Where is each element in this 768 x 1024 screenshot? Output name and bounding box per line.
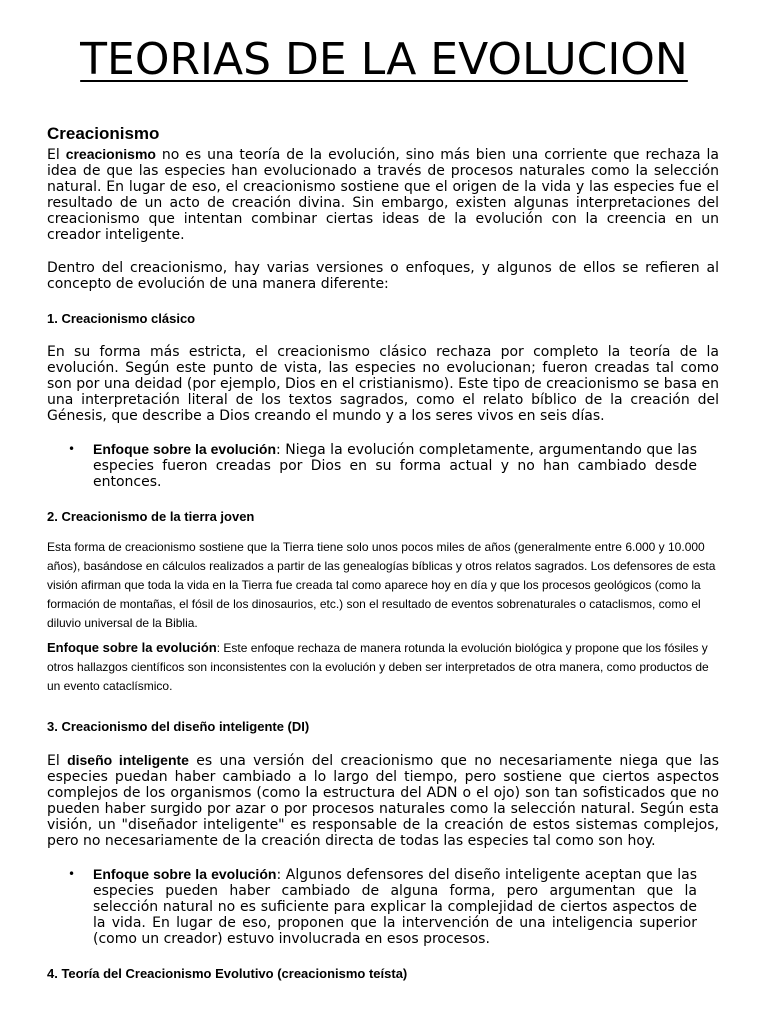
list-item [68,866,719,947]
section-heading-creacionismo: Creacionismo [47,124,160,143]
section-heading-tierra-joven: 2. Creacionismo de la tierra joven [47,509,255,524]
bullet-label: Enfoque sobre la evolución [93,441,276,457]
document-body [47,124,719,982]
di-text-start: El [47,753,68,769]
section-heading-diseno-inteligente: 3. Creacionismo del diseño inteligente (DI) [47,719,310,734]
diseno-inteligente-body [47,752,719,849]
creacionismo-versions: Dentro del creacionismo, hay varias versiones o enfoques, y algunos de ellos se refieren al concepto de evolución de una manera diferente: [47,260,719,292]
diseno-inteligente-bullet-list [47,866,719,947]
di-text-rest: es una versión del creacionismo que no necesariamente niega que las especies puedan haber cambiado a lo largo del tiempo, pero sostiene que ciertos aspectos complejos de los organismos (como la estructura del ADN o el ojo) son tan sofisticados que no pueden haber surgido por azar o por procesos naturales como la selección natural. Según esta visión, un "diseñador inteligente" es responsable de la creación de estos sistemas complejos, pero no necesariamente de la creación directa de todas las especies tal como son hoy. [47,753,720,849]
bullet-text: : Niega la evolución completamente, argumentando que las especies fueron creadas por Dios en su forma actual y no han cambiado desde entonces. [93,442,697,490]
focus-label: Enfoque sobre la evolución [47,640,217,655]
clasico-body: En su forma más estricta, el creacionismo clásico rechaza por completo la teoría de la evolución. Según este punto de vista, las especies no evolucionan; fueron creadas tal como son por una deidad (por ejemplo, Dios en el cristianismo). Este tipo de creacionismo se basa en una interpretación literal de los textos sagrados, como el relato bíblico de la creación del Génesis, que describe a Dios creando el mundo y a los seres vivos en seis días. [47,344,719,424]
intro-text-rest: no es una teoría de la evolución, sino más bien una corriente que rechaza la idea de que las especies han evolucionado a través de procesos naturales como la selección natural. En lugar de eso, el creacionismo sostiene que el origen de la vida y las especies fue el resultado de un acto de creación divina. Sin embargo, existen algunas interpretaciones del creacionismo que intentan combinar ciertas ideas de la evolución con la creencia en un creador inteligente. [47,147,720,243]
list-item [68,441,719,490]
clasico-bullet-list [47,441,719,490]
section-heading-clasico: 1. Creacionismo clásico [47,311,196,326]
focus-text: : Este enfoque rechaza de manera rotunda la evolución biológica y propone que los fósiles y otros hallazgos científicos son inconsistentes con la evolución y deben ser interpretados de otra manera, como productos de un evento cataclísmico. [47,641,709,693]
di-bold-term: diseño inteligente [67,752,189,768]
creacionismo-intro [47,146,719,243]
intro-bold-term: creacionismo [65,146,156,162]
bullet-icon: • [68,442,76,456]
tierra-joven-focus [47,638,719,696]
intro-text-start: El [47,147,66,163]
bullet-icon: • [68,867,76,881]
tierra-joven-body: Esta forma de creacionismo sostiene que la Tierra tiene solo unos pocos miles de años (generalmente entre 6.000 y 10.000 años), basándose en cálculos realizados a partir de las genealogías bíblicas y otros relatos sagrados. Los defensores de esta visión afirman que toda la vida en la Tierra fue creada tal como aparece hoy en día y que los procesos geológicos (como la formación de montañas, el fósil de los dinosaurios, etc.) son el resultado de eventos sobrenaturales o cataclismos, como el diluvio universal de la Biblia. [47,540,716,630]
section-heading-creacionismo-evolutivo: 4. Teoría del Creacionismo Evolutivo (creacionismo teísta) [47,966,408,981]
bullet-text: : Algunos defensores del diseño inteligente aceptan que las especies pueden haber cambiado de alguna forma, pero argumentan que la selección natural no es suficiente para explicar la complejidad de ciertos aspectos de la vida. En lugar de eso, proponen que la intervención de una inteligencia superior (como un creador) estuvo involucrada en esos procesos. [93,867,697,947]
bullet-label: Enfoque sobre la evolución [93,866,277,882]
page-title: TEORIAS DE LA EVOLUCION [80,34,688,85]
